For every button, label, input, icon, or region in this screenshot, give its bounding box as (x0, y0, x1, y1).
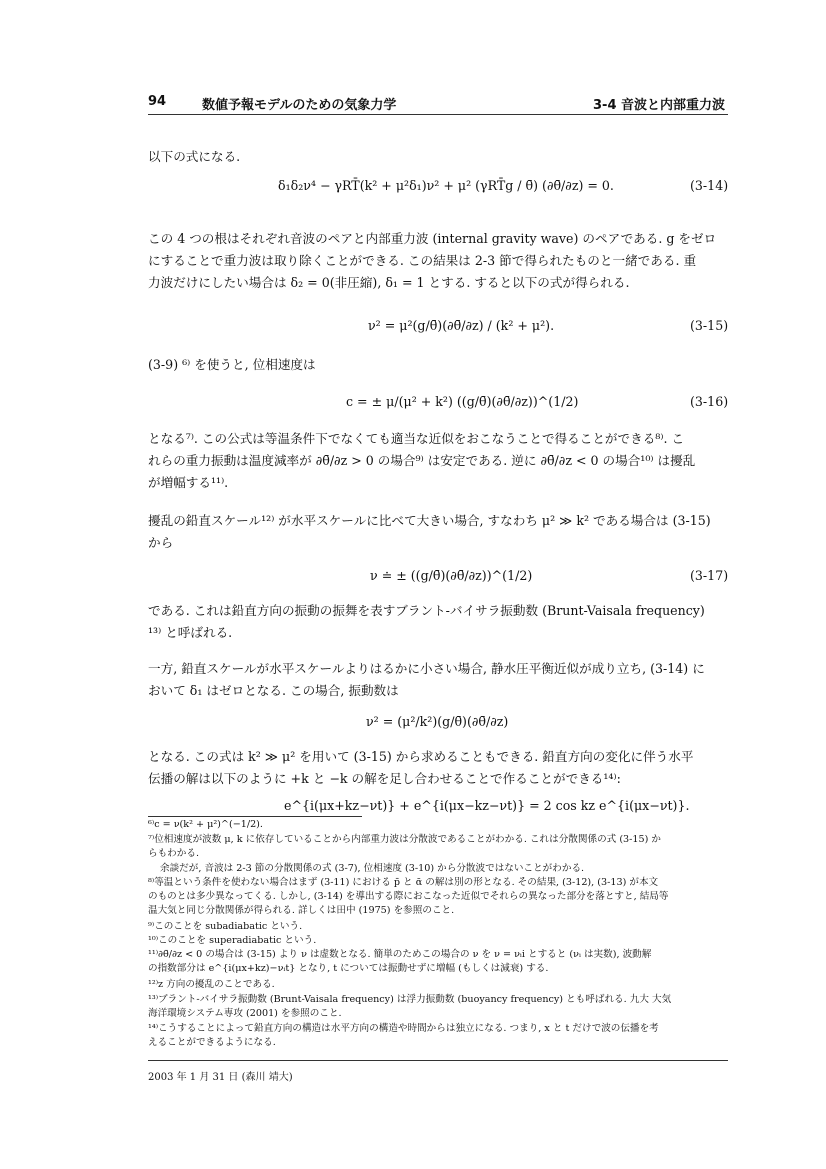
footnote-8-cont-2: 温大気と同じ分散関係が得られる. 詳しくは田中 (1975) を参照のこと. (148, 905, 455, 916)
paragraph-5-line-2: ¹³⁾ と呼ばれる. (148, 625, 233, 640)
paragraph-1-line-3: 力波だけにしたい場合は δ₂ = 0(非圧縮), δ₁ = 1 とする. すると以下の式が得られる. (148, 275, 630, 290)
footnote-6: ⁶⁾c = ν(k² + μ²)^(−1/2). (148, 819, 263, 830)
paragraph-2: (3-9) ⁶⁾ を使うと, 位相速度は (148, 357, 316, 372)
paragraph-5-line-1: である. これは鉛直方向の振動の振舞を表すブラント-バイサラ振動数 (Brunt-Vaisala frequency) (148, 603, 705, 618)
paragraph-1-line-2: にすることで重力波は取り除くことができる. この結果は 2-3 節で得られたものと一緒である. 重 (148, 253, 697, 268)
footnote-9: ⁹⁾このことを subadiabatic という. (148, 921, 303, 932)
footnote-11-cont: の指数部分は e^{i(μx+kz)−νᵢt} となり, t については振動せずに増幅 (もしくは減衰) する. (148, 963, 549, 974)
footnote-7-cont: らもわかる. (148, 848, 200, 859)
book-title: 数値予報モデルのための気象力学 (202, 98, 397, 113)
footnote-12: ¹²⁾z 方向の擾乱のことである. (148, 979, 275, 990)
page-number: 94 (148, 94, 167, 109)
equation-3-15: ν² = μ²(g/θ̄)(∂θ̄/∂z) / (k² + μ²). (368, 318, 555, 333)
paragraph-3-line-1: となる⁷⁾. この公式は等温条件下でなくても適当な近似をおこなうことで得ることができる⁸⁾. こ (148, 431, 685, 446)
equation-unnumbered: ν² = (μ²/k²)(g/θ̄)(∂θ̄/∂z) (366, 714, 509, 729)
footnote-14-cont: えることができるようになる. (148, 1037, 276, 1048)
intro-text: 以下の式になる. (148, 149, 241, 164)
paragraph-6-line-1: 一方, 鉛直スケールが水平スケールよりはるかに小さい場合, 静水圧平衡近似が成り立ち, (3-14) に (148, 661, 705, 676)
paragraph-7-line-1: となる. この式は k² ≫ μ² を用いて (3-15) から求めることもできる. 鉛直方向の変化に伴う水平 (148, 749, 694, 764)
paragraph-1-line-1: この 4 つの根はそれぞれ音波のペアと内部重力波 (internal gravity wave) のペアである. g をゼロ (148, 231, 717, 246)
paragraph-7-line-2: 伝播の解は以下のように +k と −k の解を足し合わせることで作ることができる¹⁴⁾: (148, 771, 621, 786)
paragraph-6-line-2: おいて δ₁ はゼロとなる. この場合, 振動数は (148, 683, 399, 698)
footnote-11: ¹¹⁾∂θ̄/∂z < 0 の場合は (3-15) より ν は虚数となる. 簡単のためこの場合の ν を ν = νᵢi とすると (νᵢ は実数), 波動解 (148, 949, 652, 960)
paragraph-4-line-2: から (148, 535, 174, 550)
paragraph-4-line-1: 擾乱の鉛直スケール¹²⁾ が水平スケールに比べて大きい場合, すなわち μ² ≫ k² である場合は (3-15) (148, 513, 711, 528)
header-rule (148, 114, 728, 115)
footnote-14: ¹⁴⁾こうすることによって鉛直方向の構造は水平方向の構造や時間からは独立になる. つまり, x と t だけで波の伝播を考 (148, 1023, 659, 1034)
equation-3-16: c = ± μ/(μ² + k²) ((g/θ̄)(∂θ̄/∂z))^(1/2) (346, 394, 579, 409)
paragraph-3-line-3: が増幅する¹¹⁾. (148, 475, 229, 490)
paragraph-3-line-2: れらの重力振動は温度減率が ∂θ̄/∂z > 0 の場合⁹⁾ は安定である. 逆に ∂θ̄/∂z < 0 の場合¹⁰⁾ は擾乱 (148, 453, 696, 468)
footer-rule (148, 1060, 728, 1061)
footnote-8-cont-1: のものとは多少異なってくる. しかし, (3-14) を導出する際におこなった近似でそれらの異なった部分を落とすと, 結局等 (148, 891, 669, 902)
footnote-13-cont: 海洋環境システム専攻 (2001) を参照のこと. (148, 1008, 342, 1019)
footnote-10: ¹⁰⁾このことを superadiabatic という. (148, 935, 317, 946)
equation-wave: e^{i(μx+kz−νt)} + e^{i(μx−kz−νt)} = 2 cos kz e^{i(μx−νt)}. (284, 798, 690, 813)
footer-date-author: 2003 年 1 月 31 日 (森川 靖大) (148, 1072, 293, 1083)
equation-3-14: δ₁δ₂ν⁴ − γRT̄(k² + μ²δ₁)ν² + μ² (γRT̄g / θ̄) (∂θ̄/∂z) = 0. (278, 178, 614, 193)
footnote-7-aside: 余談だが, 音波は 2-3 節の分散関係の式 (3-7), 位相速度 (3-10) から分散波ではないことがわかる. (160, 863, 585, 874)
footnote-8: ⁸⁾等温という条件を使わない場合はまず (3-11) における p̄ と ᾱ の解は別の形となる. その結果, (3-12), (3-13) が本文 (148, 877, 659, 888)
equation-number-3-16: (3-16) (690, 394, 729, 409)
footnote-7: ⁷⁾位相速度が波数 μ, k に依存していることから内部重力波は分散波であることがわかる. これは分散関係の式 (3-15) か (148, 834, 661, 845)
equation-number-3-17: (3-17) (690, 568, 729, 583)
equation-number-3-14: (3-14) (690, 178, 729, 193)
equation-3-17: ν ≐ ± ((g/θ̄)(∂θ̄/∂z))^(1/2) (370, 568, 533, 583)
section-title: 3-4 音波と内部重力波 (593, 98, 726, 113)
footnote-13: ¹³⁾ブラント-バイサラ振動数 (Brunt-Vaisala frequency) は浮力振動数 (buoyancy frequency) とも呼ばれる. 九大 大気 (148, 994, 672, 1005)
equation-number-3-15: (3-15) (690, 318, 729, 333)
footnote-rule (148, 816, 362, 817)
